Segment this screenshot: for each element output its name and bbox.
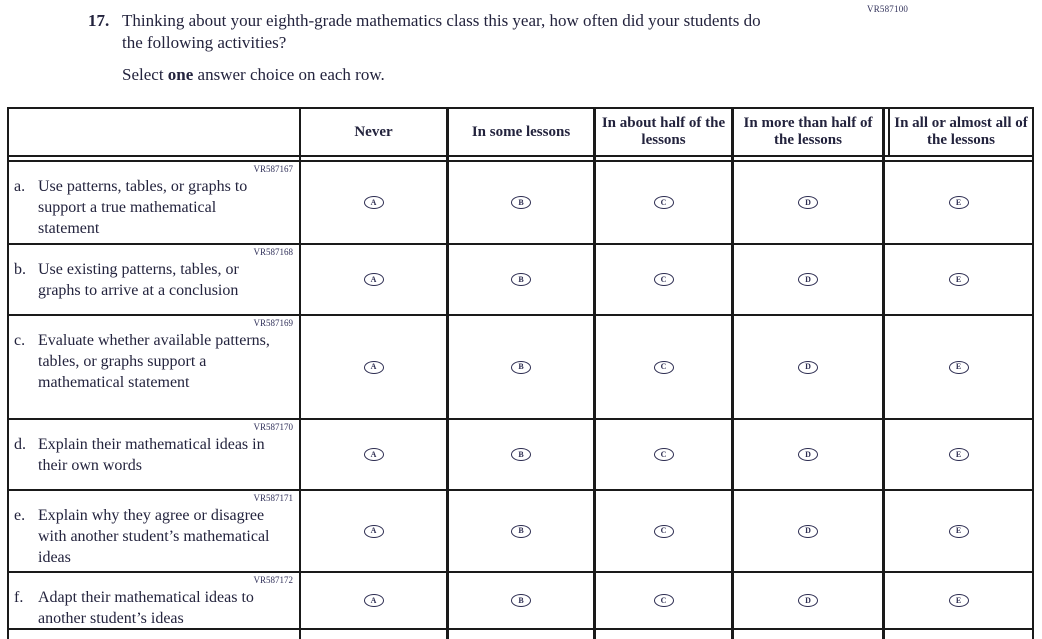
column-header-about-half: In about half of the lessons xyxy=(596,109,734,155)
row-letter: a. xyxy=(14,178,26,195)
row-label-text: Use patterns, tables, or graphs to support a true mathematical statement xyxy=(38,178,248,237)
question-number: 17. xyxy=(88,11,110,30)
answer-bubble-e[interactable]: E xyxy=(949,525,969,538)
row-label-cell xyxy=(9,162,301,243)
question-block xyxy=(88,10,770,85)
instruction-prefix: Select xyxy=(122,65,168,84)
question-text: Thinking about your eighth-grade mathematics class this year, how often did your students do the following activities? xyxy=(122,11,761,52)
instruction-bold-word: one xyxy=(167,65,194,84)
row-letter: f. xyxy=(14,589,24,606)
answer-bubble-c[interactable]: C xyxy=(654,273,674,286)
header-empty-cell xyxy=(9,109,301,155)
answer-bubble-e[interactable]: E xyxy=(949,594,969,607)
answer-bubble-b[interactable]: B xyxy=(511,273,531,286)
column-header-never: Never xyxy=(301,109,449,155)
row-label-cell xyxy=(9,573,301,628)
answer-bubble-a[interactable]: A xyxy=(364,196,384,209)
row-label-text: Use existing patterns, tables, or graphs to arrive at a conclusion xyxy=(38,261,239,299)
table-row xyxy=(9,316,1032,420)
row-code: VR587171 xyxy=(253,493,293,503)
row-letter: c. xyxy=(14,332,26,349)
answer-bubble-a[interactable]: A xyxy=(364,361,384,374)
answer-bubble-c[interactable]: C xyxy=(654,594,674,607)
row-code: VR587172 xyxy=(253,575,293,585)
row-label-text: Evaluate whether available patterns, tables, or graphs support a mathematical statement xyxy=(38,332,270,391)
column-header-some-lessons: In some lessons xyxy=(449,109,596,155)
answer-bubble-b[interactable]: B xyxy=(511,196,531,209)
answer-bubble-d[interactable]: D xyxy=(798,196,818,209)
row-letter: e. xyxy=(14,507,26,524)
answer-bubble-c[interactable]: C xyxy=(654,525,674,538)
row-code: VR587169 xyxy=(253,318,293,328)
question-table xyxy=(7,107,1034,639)
answer-bubble-c[interactable]: C xyxy=(654,196,674,209)
table-header-row xyxy=(9,109,1032,157)
row-label-cell xyxy=(9,420,301,489)
table-row xyxy=(9,420,1032,491)
row-label-text: Explain why they agree or disagree with another student’s mathematical ideas xyxy=(38,507,270,566)
row-code: VR587167 xyxy=(253,164,293,174)
column-header-all-lessons: In all or almost all of the lessons xyxy=(894,115,1028,148)
answer-bubble-e[interactable]: E xyxy=(949,196,969,209)
answer-bubble-a[interactable]: A xyxy=(364,525,384,538)
row-letter: b. xyxy=(14,261,26,278)
answer-bubble-d[interactable]: D xyxy=(798,448,818,461)
instruction-suffix: answer choice on each row. xyxy=(193,65,385,84)
form-code: VR587100 xyxy=(867,4,909,14)
question-body xyxy=(122,10,770,85)
answer-bubble-b[interactable]: B xyxy=(511,594,531,607)
table-row xyxy=(9,245,1032,316)
table-row xyxy=(9,162,1032,245)
row-label-cell xyxy=(9,491,301,571)
row-code: VR587170 xyxy=(253,422,293,432)
answer-bubble-b[interactable]: B xyxy=(511,448,531,461)
table-row xyxy=(9,573,1032,630)
answer-bubble-b[interactable]: B xyxy=(511,525,531,538)
table-cutoff-stub xyxy=(9,630,1032,639)
column-header-more-than-half: In more than half of the lessons xyxy=(734,109,885,155)
answer-bubble-e[interactable]: E xyxy=(949,448,969,461)
question-instruction xyxy=(122,64,770,85)
answer-bubble-a[interactable]: A xyxy=(364,594,384,607)
answer-bubble-c[interactable]: C xyxy=(654,448,674,461)
answer-bubble-e[interactable]: E xyxy=(949,273,969,286)
row-letter: d. xyxy=(14,436,26,453)
answer-bubble-a[interactable]: A xyxy=(364,273,384,286)
answer-bubble-c[interactable]: C xyxy=(654,361,674,374)
row-label-text: Adapt their mathematical ideas to another student’s ideas xyxy=(38,589,254,627)
answer-bubble-d[interactable]: D xyxy=(798,273,818,286)
row-label-cell xyxy=(9,316,301,418)
answer-bubble-d[interactable]: D xyxy=(798,525,818,538)
answer-bubble-b[interactable]: B xyxy=(511,361,531,374)
answer-bubble-e[interactable]: E xyxy=(949,361,969,374)
row-label-cell xyxy=(9,245,301,314)
answer-bubble-d[interactable]: D xyxy=(798,361,818,374)
answer-bubble-d[interactable]: D xyxy=(798,594,818,607)
row-code: VR587168 xyxy=(253,247,293,257)
table-row xyxy=(9,491,1032,573)
answer-bubble-a[interactable]: A xyxy=(364,448,384,461)
row-label-text: Explain their mathematical ideas in their own words xyxy=(38,436,265,474)
